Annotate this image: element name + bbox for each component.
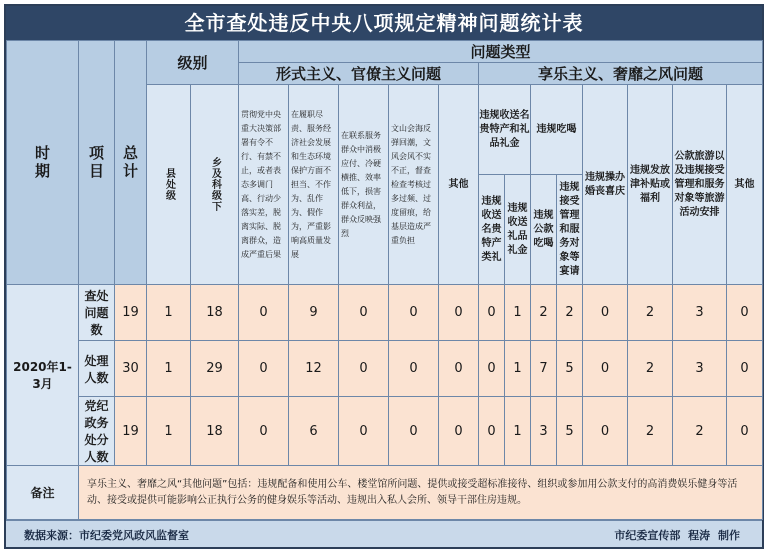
hedonism-other: 其他 bbox=[727, 85, 763, 285]
note-row bbox=[7, 466, 763, 520]
data-source: 数据来源：市纪委党风政风监督室 bbox=[24, 529, 189, 542]
cell: 18 bbox=[191, 285, 239, 341]
cell: 12 bbox=[289, 341, 339, 397]
cell: 0 bbox=[339, 341, 389, 397]
cell: 2 bbox=[673, 397, 727, 466]
cell: 1 bbox=[505, 397, 531, 466]
cell: 1 bbox=[505, 285, 531, 341]
cell: 7 bbox=[531, 341, 557, 397]
cell: 2 bbox=[628, 285, 673, 341]
row-label: 党纪政务处分人数 bbox=[79, 397, 115, 466]
cell: 2 bbox=[531, 285, 557, 341]
cell: 0 bbox=[583, 341, 628, 397]
gift-a-header: 违规收送名贵特产类礼 bbox=[479, 175, 505, 285]
cell: 0 bbox=[239, 341, 289, 397]
wedding-header: 违规操办婚丧喜庆 bbox=[583, 85, 628, 285]
cell: 3 bbox=[673, 341, 727, 397]
table-row bbox=[7, 285, 763, 341]
note-text: 享乐主义、奢靡之风“其他问题”包括：违规配备和使用公车、楼堂馆所问题、提供或接受超标准接待、组织或参加用公款支付的高消费娱乐健身等活动、接受或提供可能影响公正执行公务的健身娱乐等活动、违规出入私人会所、领导干部住房违规。 bbox=[79, 466, 763, 520]
travel-header: 公款旅游以及违规接受管理和服务对象等旅游活动安排 bbox=[673, 85, 727, 285]
cell: 0 bbox=[583, 397, 628, 466]
township-level-header: 乡及科级下 bbox=[191, 85, 239, 285]
cell: 0 bbox=[479, 285, 505, 341]
formalism-type-3: 在联系服务群众中消极应付、冷硬横推、效率低下，损害群众利益，群众反映强烈 bbox=[339, 85, 389, 285]
cell: 0 bbox=[239, 397, 289, 466]
total-header: 总计 bbox=[115, 41, 147, 285]
cell: 0 bbox=[439, 285, 479, 341]
level-header: 级别 bbox=[147, 41, 239, 85]
county-level-header: 县处级 bbox=[147, 85, 191, 285]
formalism-other: 其他 bbox=[439, 85, 479, 285]
eat-a-header: 违规公款吃喝 bbox=[531, 175, 557, 285]
cell: 0 bbox=[389, 285, 439, 341]
cell: 0 bbox=[339, 397, 389, 466]
table-row bbox=[7, 397, 763, 466]
cell: 6 bbox=[289, 397, 339, 466]
cell: 2 bbox=[557, 285, 583, 341]
gift-b-header: 违规收送礼品礼金 bbox=[505, 175, 531, 285]
formalism-header: 形式主义、官僚主义问题 bbox=[239, 63, 479, 85]
cell: 0 bbox=[479, 341, 505, 397]
subsidy-header: 违规发放津补贴或福利 bbox=[628, 85, 673, 285]
problem-type-header: 问题类型 bbox=[239, 41, 763, 63]
hedonism-header: 享乐主义、奢靡之风问题 bbox=[479, 63, 763, 85]
eat-b-header: 违规接受管理和服务对象等宴请 bbox=[557, 175, 583, 285]
footer-bar bbox=[6, 520, 762, 547]
cell: 2 bbox=[628, 341, 673, 397]
statistics-sheet bbox=[4, 4, 764, 549]
formalism-type-1: 贯彻党中央重大决策部署有令不行、有禁不止，或者表态多调门高、行动少落实差，脱离实际、脱离群众，造成严重后果 bbox=[239, 85, 289, 285]
row-label: 处理人数 bbox=[79, 341, 115, 397]
cell: 0 bbox=[389, 397, 439, 466]
cell: 0 bbox=[339, 285, 389, 341]
cell: 1 bbox=[505, 341, 531, 397]
cell: 1 bbox=[147, 285, 191, 341]
cell: 5 bbox=[557, 397, 583, 466]
cell: 0 bbox=[727, 397, 763, 466]
cell: 18 bbox=[191, 397, 239, 466]
maker-credit: 市纪委宣传部 程涛 制作 bbox=[614, 529, 740, 542]
gift-group-header: 违规收送名贵特产和礼品礼金 bbox=[479, 85, 531, 175]
cell: 3 bbox=[673, 285, 727, 341]
formalism-type-2: 在履职尽责、服务经济社会发展和生态环境保护方面不担当、不作为、乱作为、假作为，严重影响高质量发展 bbox=[289, 85, 339, 285]
cell: 2 bbox=[628, 397, 673, 466]
statistics-table bbox=[6, 40, 763, 520]
cell: 0 bbox=[479, 397, 505, 466]
cell: 0 bbox=[727, 285, 763, 341]
cell: 19 bbox=[115, 285, 147, 341]
cell: 5 bbox=[557, 341, 583, 397]
item-header: 项目 bbox=[79, 41, 115, 285]
cell: 0 bbox=[239, 285, 289, 341]
eat-group-header: 违规吃喝 bbox=[531, 85, 583, 175]
cell: 9 bbox=[289, 285, 339, 341]
cell: 19 bbox=[115, 397, 147, 466]
period-cell: 2020年1-3月 bbox=[7, 285, 79, 466]
cell: 1 bbox=[147, 341, 191, 397]
period-header: 时期 bbox=[7, 41, 79, 285]
cell: 0 bbox=[583, 285, 628, 341]
cell: 1 bbox=[147, 397, 191, 466]
page-title: 全市查处违反中央八项规定精神问题统计表 bbox=[6, 6, 762, 40]
row-label: 查处问题数 bbox=[79, 285, 115, 341]
cell: 0 bbox=[439, 341, 479, 397]
cell: 3 bbox=[531, 397, 557, 466]
cell: 30 bbox=[115, 341, 147, 397]
cell: 0 bbox=[727, 341, 763, 397]
cell: 0 bbox=[389, 341, 439, 397]
cell: 29 bbox=[191, 341, 239, 397]
formalism-type-4: 文山会海反弹回潮，文风会风不实不正，督查检查考核过多过频、过度留痕，给基层造成严重负担 bbox=[389, 85, 439, 285]
cell: 0 bbox=[439, 397, 479, 466]
note-label: 备注 bbox=[7, 466, 79, 520]
table-row bbox=[7, 341, 763, 397]
